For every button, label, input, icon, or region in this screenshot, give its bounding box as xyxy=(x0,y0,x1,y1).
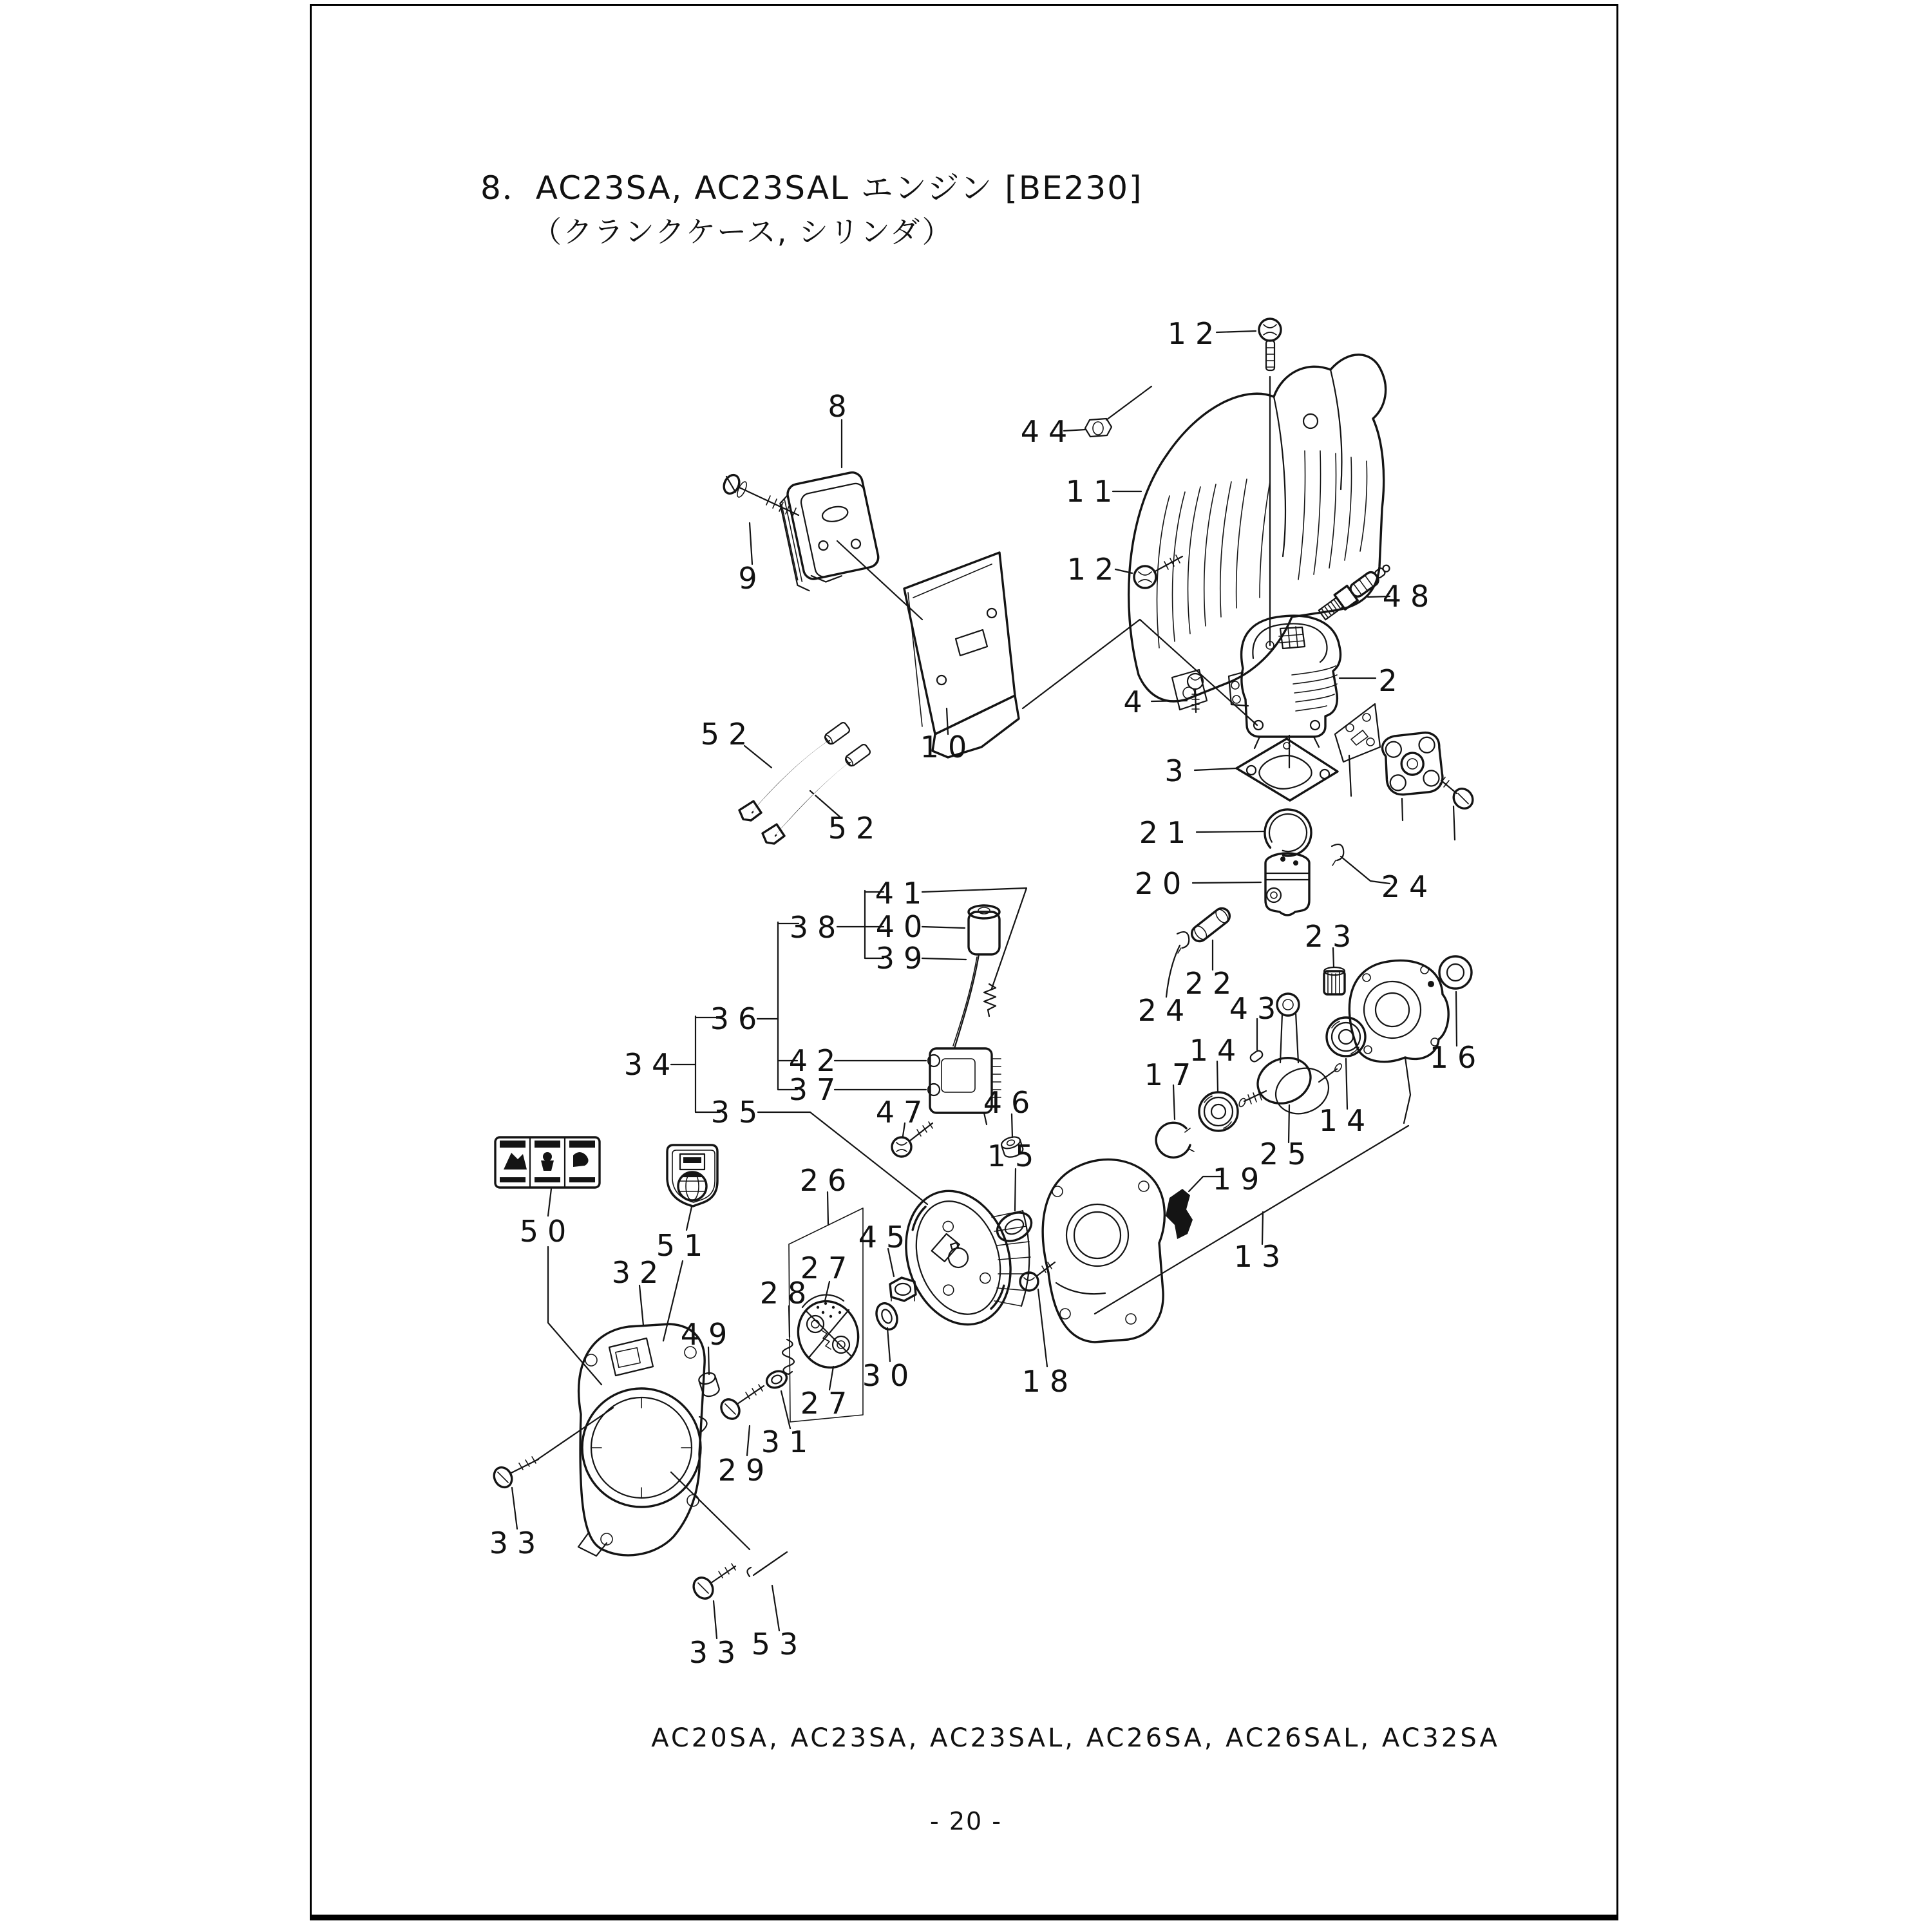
callout-50: 50 xyxy=(519,1214,576,1249)
callout-27-top: 27 xyxy=(800,1251,857,1285)
callout-23: 23 xyxy=(1304,919,1361,954)
part-circlip-17 xyxy=(1156,1122,1194,1157)
callout-33-bottom: 33 xyxy=(688,1635,745,1670)
callout-51: 51 xyxy=(656,1228,712,1263)
callout-44: 44 xyxy=(1020,414,1077,449)
callout-24-right: 24 xyxy=(1381,869,1437,904)
callout-46: 46 xyxy=(983,1085,1039,1120)
callout-47: 47 xyxy=(875,1095,932,1130)
callout-45: 45 xyxy=(858,1220,914,1255)
part-crankcase-13 xyxy=(1043,1159,1164,1342)
callout-24-left: 24 xyxy=(1137,993,1194,1028)
callout-13: 13 xyxy=(1233,1239,1290,1274)
part-screw-7 xyxy=(1440,777,1477,812)
callout-33-left: 33 xyxy=(489,1526,545,1560)
part-bearing-14-left xyxy=(1199,1092,1238,1131)
page-subtitle: （クランクケース, シリンダ） xyxy=(532,214,953,249)
callout-27-bottom: 27 xyxy=(800,1386,857,1421)
callout-19: 19 xyxy=(1212,1162,1269,1197)
callout-31: 31 xyxy=(761,1425,817,1459)
callout-28: 28 xyxy=(759,1276,816,1311)
callout-10: 10 xyxy=(920,730,976,764)
part-pin-53 xyxy=(747,1552,787,1577)
callout-39: 39 xyxy=(875,941,932,976)
callout-25: 25 xyxy=(1259,1137,1316,1171)
part-oil-seal-16 xyxy=(1439,956,1472,989)
callout-11: 11 xyxy=(1065,474,1122,509)
callout-40: 40 xyxy=(875,909,932,944)
callout-35: 35 xyxy=(710,1095,767,1130)
part-muffler-8 xyxy=(777,471,882,593)
part-plug-cap-40 xyxy=(953,905,999,1048)
callout-49: 49 xyxy=(680,1317,737,1352)
leader-lines xyxy=(512,331,1457,1638)
callout-26: 26 xyxy=(799,1163,856,1198)
part-nut-45 xyxy=(890,1278,916,1301)
callout-43: 43 xyxy=(1229,991,1285,1026)
callout-22: 22 xyxy=(1184,966,1241,1001)
callout-12-side: 12 xyxy=(1066,552,1123,587)
part-circlip-24-left xyxy=(1177,932,1189,953)
callout-41: 41 xyxy=(875,876,931,911)
callout-15: 15 xyxy=(987,1139,1043,1173)
group-brackets xyxy=(671,888,1027,1112)
callout-38: 38 xyxy=(789,910,846,945)
callout-2: 2 xyxy=(1378,663,1406,698)
callout-17: 17 xyxy=(1144,1057,1200,1092)
part-terminal-spring-41 xyxy=(984,984,996,1016)
part-plug-49 xyxy=(697,1371,721,1398)
page-title: 8．AC23SA, AC23SAL エンジン [BE230] xyxy=(480,169,1143,207)
callout-8: 8 xyxy=(828,389,856,424)
callout-20: 20 xyxy=(1134,866,1191,901)
part-screw-12-top xyxy=(1259,319,1281,370)
callout-14-right: 14 xyxy=(1318,1103,1375,1138)
callout-4: 4 xyxy=(1123,685,1151,719)
part-piston-pin-22 xyxy=(1189,905,1233,945)
part-warning-label-50 xyxy=(495,1137,600,1188)
part-bolt-33-left xyxy=(491,1457,538,1490)
callout-14-left: 14 xyxy=(1189,1033,1245,1068)
callout-37: 37 xyxy=(788,1072,845,1107)
callout-52-top: 52 xyxy=(700,717,757,752)
part-piston-20 xyxy=(1265,853,1309,915)
part-pawl-19 xyxy=(1166,1189,1193,1239)
part-insulator-5 xyxy=(1378,727,1448,800)
callout-32: 32 xyxy=(611,1255,668,1290)
part-key-43 xyxy=(1249,1049,1264,1063)
callout-36: 36 xyxy=(710,1001,766,1036)
part-cylinder-2 xyxy=(1229,616,1341,748)
callout-9: 9 xyxy=(738,561,766,596)
callout-21: 21 xyxy=(1139,815,1195,850)
callout-3: 3 xyxy=(1164,753,1193,788)
callout-34: 34 xyxy=(623,1047,680,1082)
part-bolt-33-bottom xyxy=(690,1564,735,1602)
footer-model-list: AC20SA, AC23SA, AC23SAL, AC26SA, AC26SAL, AC32SA xyxy=(651,1723,1500,1753)
part-engine-cover-11 xyxy=(1129,355,1386,710)
page-number: - 20 - xyxy=(930,1807,1002,1835)
part-circlip-24-right xyxy=(1332,844,1343,866)
callout-12-top: 12 xyxy=(1167,316,1224,351)
callout-42: 42 xyxy=(788,1043,845,1078)
part-gasket-3 xyxy=(1236,739,1338,800)
part-fan-case-32 xyxy=(578,1324,707,1556)
part-emblem-label-51 xyxy=(667,1145,717,1206)
callout-30: 30 xyxy=(862,1358,918,1393)
callout-16: 16 xyxy=(1429,1040,1486,1075)
part-bracket-plate-10 xyxy=(904,553,1019,757)
part-gasket-6 xyxy=(1335,704,1380,762)
part-piston-ring-21 xyxy=(1255,800,1320,865)
part-spring-28 xyxy=(782,1340,794,1374)
part-nut-44 xyxy=(1085,419,1112,437)
callout-52-bottom: 52 xyxy=(828,811,884,846)
part-needle-bearing-23 xyxy=(1324,967,1345,994)
callout-48: 48 xyxy=(1382,579,1439,614)
part-washer-31 xyxy=(764,1368,790,1391)
part-flywheel xyxy=(889,1177,1030,1338)
part-bolt-29 xyxy=(717,1385,764,1423)
callout-53: 53 xyxy=(751,1627,808,1662)
callout-29: 29 xyxy=(717,1453,774,1488)
callout-18: 18 xyxy=(1021,1364,1078,1399)
